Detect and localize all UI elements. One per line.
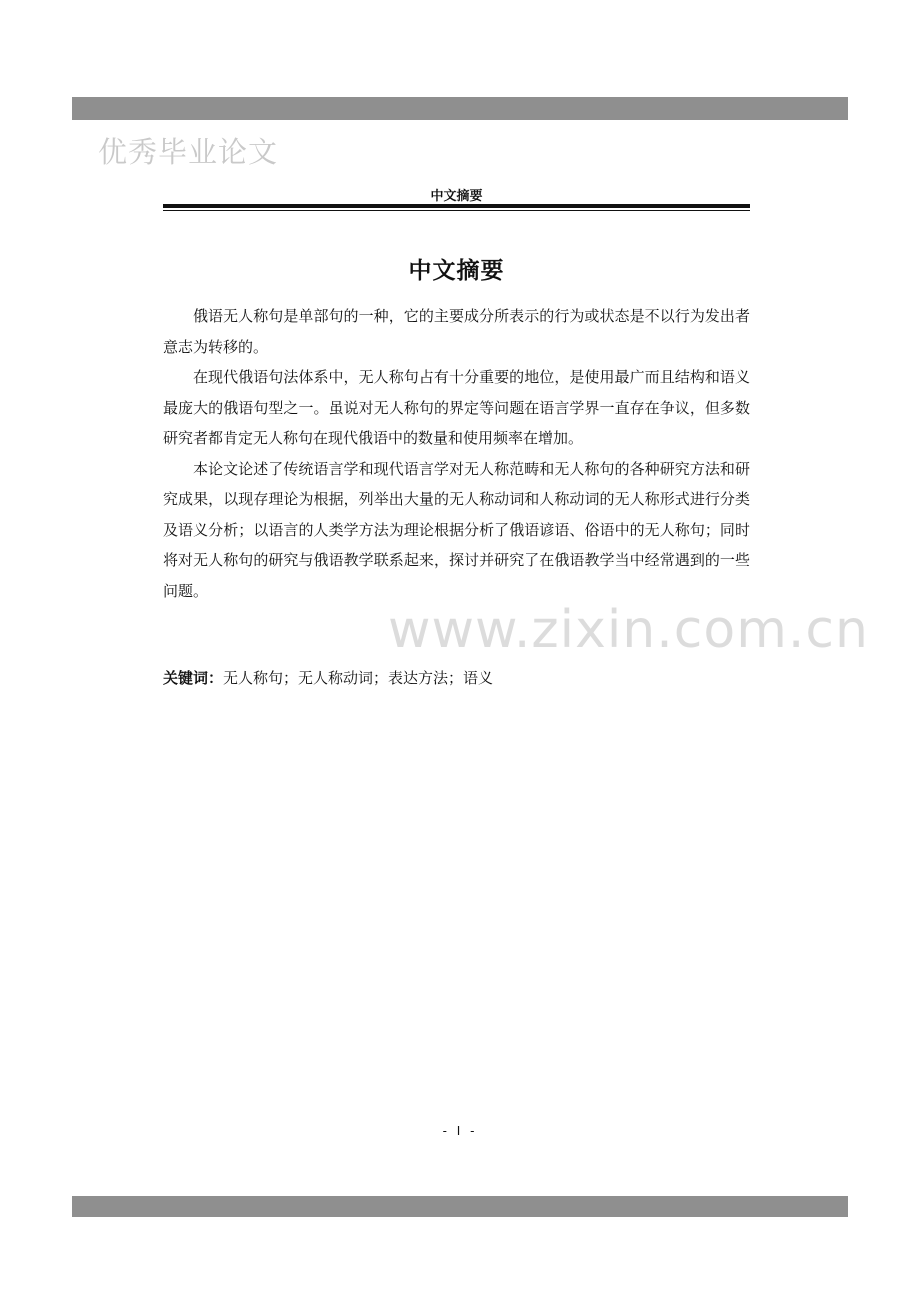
keywords-line xyxy=(163,667,750,688)
top-gray-band xyxy=(72,97,848,120)
abstract-paragraph: 俄语无人称句是单部句的一种，它的主要成分所表示的行为或状态是不以行为发出者意志为转移的。 xyxy=(163,307,750,356)
header-rule-thick xyxy=(163,204,750,208)
watermark-url-text: www.zixin.com.cn xyxy=(388,600,869,660)
header-rule-thin xyxy=(163,210,750,211)
abstract-paragraph: 在现代俄语句法体系中，无人称句占有十分重要的地位，是使用最广而且结构和语义最庞大的俄语句型之一。虽说对无人称句的界定等问题在语言学界一直存在争议，但多数研究者都肯定无人称句在现代俄语中的数量和使用频率在增加。 xyxy=(163,368,750,447)
page-number: - I - xyxy=(442,1124,478,1138)
running-header-title: 中文摘要 xyxy=(430,189,483,204)
keywords-label: 关键词： xyxy=(163,669,224,687)
watermark-brand-text: 优秀毕业论文 xyxy=(98,135,279,169)
bottom-gray-band xyxy=(72,1196,848,1217)
abstract-paragraph: 本论文论述了传统语言学和现代语言学对无人称范畴和无人称句的各种研究方法和研究成果，以现存理论为根据，列举出大量的无人称动词和人称动词的无人称形式进行分类及语义分析；以语言的人类学方法为理论根据分析了俄语谚语、俗语中的无人称句；同时将对无人称句的研究与俄语教学联系起来，探讨并研究了在俄语教学当中经常遇到的一些问题。 xyxy=(163,459,750,600)
keywords-list: 无人称句；无人称动词；表达方法；语义 xyxy=(223,669,494,687)
abstract-body xyxy=(163,301,750,606)
abstract-title: 中文摘要 xyxy=(408,258,505,284)
